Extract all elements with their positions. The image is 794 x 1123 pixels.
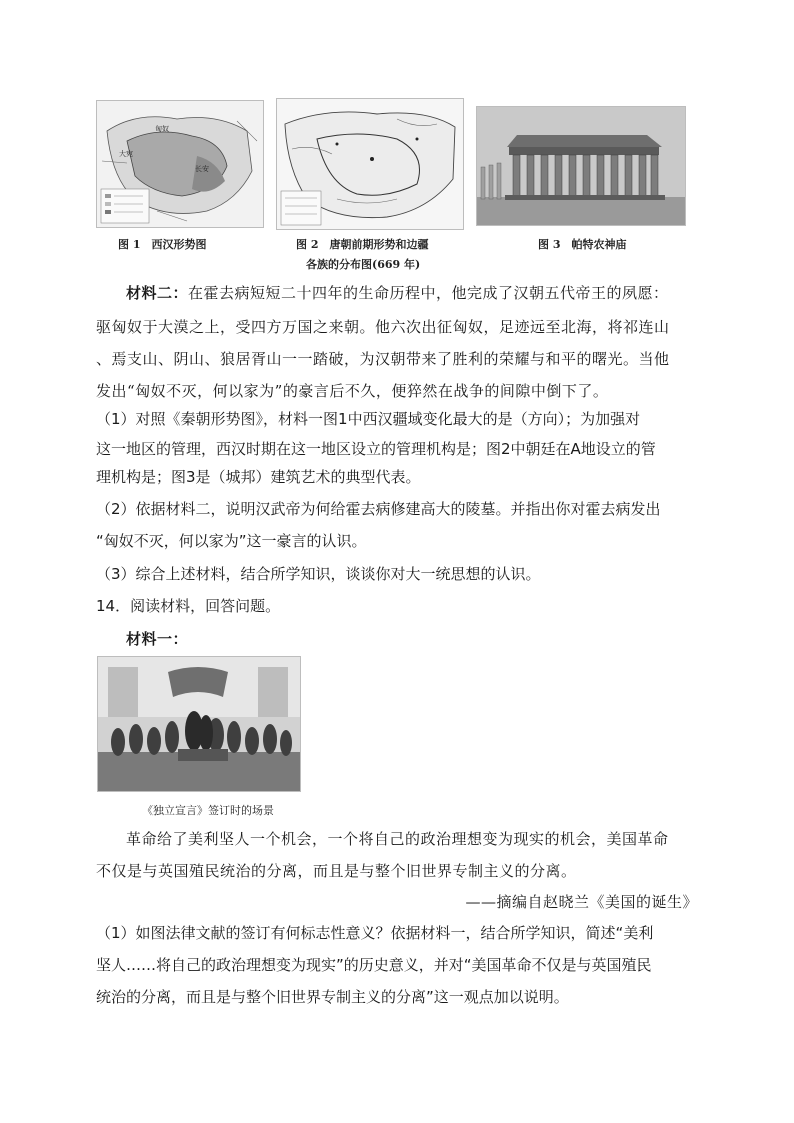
q14-part1-line2: 坚人……将自己的政治理想变为现实”的历史意义，并对“美国革命不仅是与英国殖民 <box>96 956 652 974</box>
q13-part1-line1: （1）对照《秦朝形势图》，材料一图1中西汉疆域变化最大的是（方向）；为加强对 <box>96 410 641 428</box>
declaration-signing-image <box>98 657 300 791</box>
figure-tang-map <box>276 98 464 230</box>
q13-part1-line3: 理机构是；图3是（城邦）建筑艺术的典型代表。 <box>96 468 421 486</box>
q14-source: ——摘编自赵晓兰《美国的诞生》 <box>465 893 698 911</box>
q13-part1-line2: 这一地区的管理，西汉时期在这一地区设立的管理机构是；图2中朝廷在A地设立的管 <box>96 440 656 458</box>
tang-map-image <box>277 99 463 229</box>
q14-heading: 14．阅读材料，回答问题。 <box>96 597 281 615</box>
material2-line-4: 发出“匈奴不灭，何以家为”的豪言后不久，便猝然在战争的间隙中倒下了。 <box>96 382 609 400</box>
material2-text: 在霍去病短短二十四年的生命历程中，他完成了汉朝五代帝王的夙愿： <box>188 284 669 302</box>
material2-label: 材料二： <box>126 284 189 302</box>
q14-material1-label: 材料一： <box>126 630 189 648</box>
figure-parthenon-photo <box>476 106 686 226</box>
parthenon-image <box>477 107 685 225</box>
map-label: 长安 <box>195 165 209 173</box>
q14-quote-line1: 革命给了美利坚人一个机会，一个将自己的政治理想变为现实的机会，美国革命 <box>126 830 669 848</box>
map-label: 匈奴 <box>155 125 169 133</box>
material2-line-2: 驱匈奴于大漠之上，受四方万国之来朝。他六次出征匈奴，足迹远至北海，将祁连山 <box>96 318 670 336</box>
q14-part1-line3: 统治的分离，而且是与整个旧世界专制主义的分离”这一观点加以说明。 <box>96 988 569 1006</box>
figure-2-caption-line2: 各族的分布图(669 年) <box>306 258 421 271</box>
map-label: 大宛 <box>119 150 133 158</box>
figure-1-caption: 图 1 西汉形势图 <box>118 238 207 251</box>
figure-western-han-map <box>96 100 264 228</box>
western-han-map-image <box>97 101 263 227</box>
q13-part2-line2: “匈奴不灭，何以家为”这一豪言的认识。 <box>96 532 367 550</box>
figure-2-caption-line1: 图 2 唐朝前期形势和边疆 <box>296 238 429 251</box>
q14-quote-line2: 不仅是与英国殖民统治的分离，而且是与整个旧世界专制主义的分离。 <box>96 862 577 880</box>
q13-part2-line1: （2）依据材料二，说明汉武帝为何给霍去病修建高大的陵墓。并指出你对霍去病发出 <box>96 500 661 518</box>
material2-line-3: 、焉支山、阴山、狼居胥山一一踏破，为汉朝带来了胜利的荣耀与和平的曙光。当他 <box>96 350 670 368</box>
material2-line-1 <box>126 282 669 303</box>
figure-3-caption: 图 3 帕特农神庙 <box>538 238 627 251</box>
declaration-signing-photo <box>97 656 301 792</box>
q14-part1-line1: （1）如图法律文献的签订有何标志性意义？依据材料一，结合所学知识，简述“美利 <box>96 924 654 942</box>
declaration-photo-caption: 《独立宣言》签订时的场景 <box>142 804 274 817</box>
q13-part3: （3）综合上述材料，结合所学知识，谈谈你对大一统思想的认识。 <box>96 565 541 583</box>
